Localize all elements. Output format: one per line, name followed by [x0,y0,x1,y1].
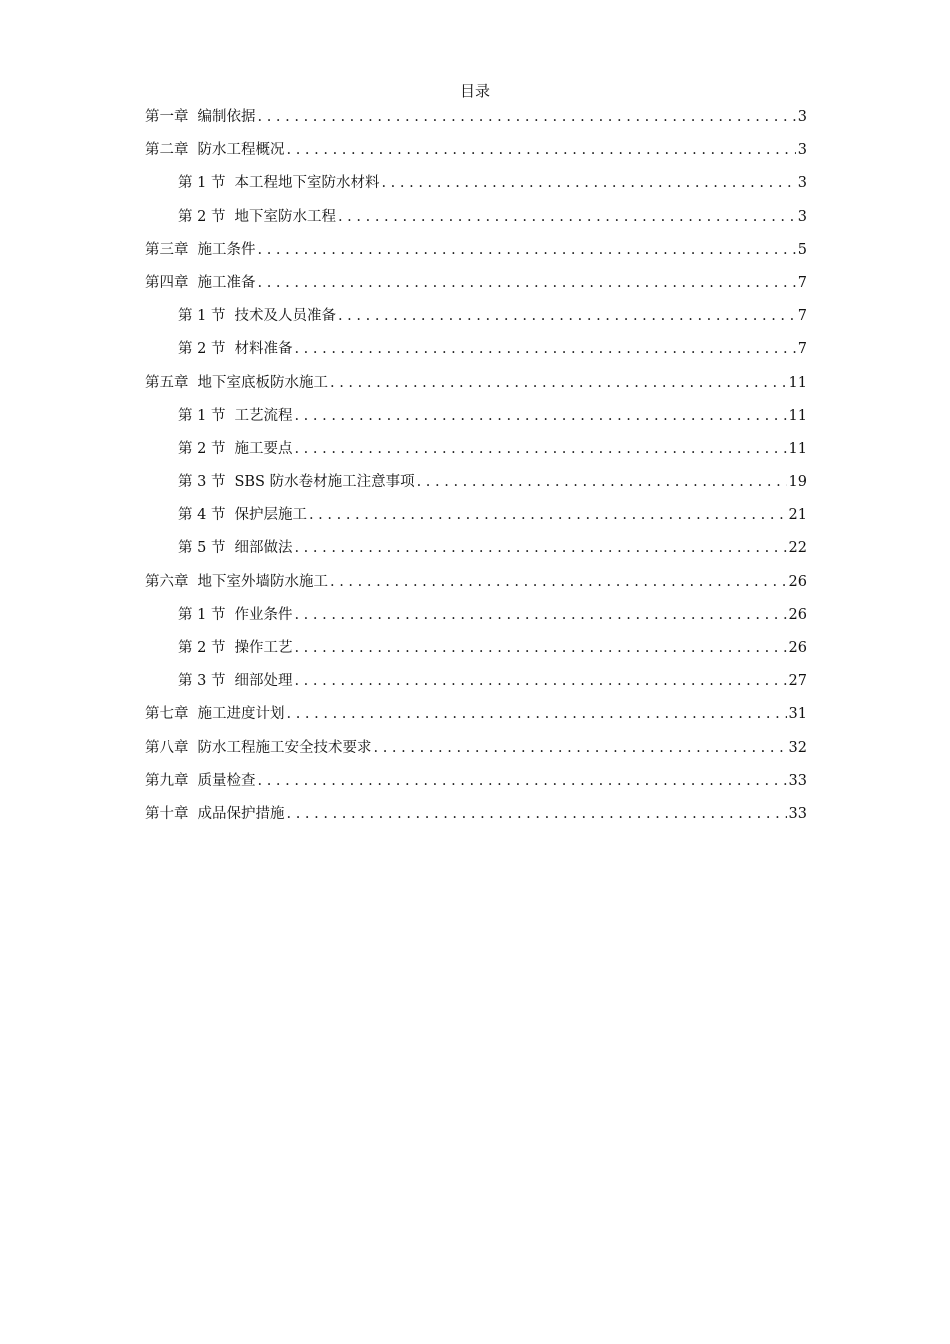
toc-entry-number: 第二章 [145,142,189,159]
toc-entry[interactable] [145,769,807,802]
toc-leader-dots [258,769,787,793]
toc-leader-dots [374,736,787,760]
toc-entry[interactable] [145,536,807,569]
toc-entry-number: 第 4 节 [178,507,226,524]
toc-entry-number: 第五章 [145,374,189,391]
toc-leader-dots [294,603,786,627]
toc-leader-dots [338,205,796,229]
toc-leader-dots [294,404,786,428]
toc-page-number: 33 [788,772,807,789]
toc-leader-dots [294,337,795,361]
toc-page-number: 32 [788,739,807,756]
toc-entry-label [178,536,292,560]
toc-page-number: 21 [788,507,807,524]
toc-page-number: 3 [797,109,807,125]
toc-entry-number: 第 3 节 [178,673,226,690]
toc-entry-label [178,437,292,461]
toc-entry-number: 第 2 节 [178,440,226,457]
toc-entry-text: 操作工艺 [234,640,293,656]
toc-entry[interactable] [145,470,807,503]
toc-entry-label [178,636,292,660]
toc-entry[interactable] [145,802,807,835]
toc-entry[interactable] [145,736,807,769]
toc-entry-text: 施工准备 [197,274,256,291]
toc-entry-text: 作业条件 [234,606,293,623]
toc-entry-text: 地下室防水工程 [234,208,336,225]
toc-leader-dots [417,470,787,494]
toc-page-number: 27 [788,673,807,690]
toc-leader-dots [309,503,787,527]
toc-entry-number: 第 5 节 [178,540,226,557]
toc-entry-text: 质量检查 [197,772,256,789]
toc-entry[interactable] [145,570,807,603]
toc-entry[interactable] [145,437,807,470]
toc-leader-dots [294,669,786,693]
toc-entry-label [178,304,336,328]
toc-entry-number: 第七章 [145,706,189,723]
toc-entry-text: 编制依据 [197,109,256,125]
toc-entry-number: 第八章 [145,739,189,756]
toc-page-number: 11 [788,374,807,391]
toc-entry[interactable] [145,205,807,238]
toc-entry-label [145,769,256,793]
toc-entry-text: 地下室底板防水施工 [197,374,328,391]
toc-page-number: 7 [797,308,807,325]
toc-entry-label [145,371,328,395]
toc-entry-text: 地下室外墙防水施工 [197,573,328,590]
toc-entry-label [178,404,292,428]
toc-entry-text: 材料准备 [234,341,293,358]
toc-leader-dots [338,304,796,328]
toc-entry[interactable] [145,337,807,370]
toc-entry-text: 细部做法 [234,540,293,557]
toc-leader-dots [287,802,787,826]
toc-leader-dots [294,437,786,461]
toc-entry[interactable] [145,171,807,204]
toc-entry-text: 技术及人员准备 [234,308,336,325]
toc-title: 目录 [459,82,490,100]
toc-entry-label [145,271,256,295]
toc-page-number: 3 [797,175,807,192]
toc-leader-dots [294,536,786,560]
toc-leader-dots [258,271,796,295]
toc-leader-dots [287,138,796,162]
toc-page-number: 11 [788,440,807,457]
toc-entry[interactable] [145,304,807,337]
toc-leader-dots [258,105,796,129]
toc-leader-dots [381,171,795,195]
toc-entry-label [178,470,415,494]
toc-entry[interactable] [145,371,807,404]
toc-entry-label [178,205,336,229]
toc-entry[interactable] [145,271,807,304]
toc-entry-text: 保护层施工 [234,507,307,524]
toc-entry-number: 第六章 [145,573,189,590]
toc-entry-number: 第十章 [145,805,189,822]
toc-entry-text: 施工条件 [197,241,256,258]
toc-leader-dots [294,636,786,660]
toc-entry-label [145,570,328,594]
toc-entry-label [145,736,372,760]
toc-page-number: 31 [788,706,807,723]
toc-entry-number: 第三章 [145,241,189,258]
toc-entry-number: 第 1 节 [178,175,226,192]
toc-entry-label [145,238,256,262]
toc-page-number: 11 [788,407,807,424]
toc-entry-number: 第 1 节 [178,308,226,325]
toc-entry[interactable] [145,603,807,636]
toc-entry-number: 第 2 节 [178,208,226,225]
toc-page-number: 26 [788,640,807,656]
toc-entry[interactable] [145,238,807,271]
toc-entry[interactable] [145,503,807,536]
toc-entry-text: 成品保护措施 [197,805,285,822]
toc-entry-label [178,503,307,527]
toc-page-number: 22 [788,540,807,557]
toc-entry-text: 本工程地下室防水材料 [234,175,380,192]
toc-entry-label [145,105,256,129]
toc-page-number: 26 [788,573,807,590]
toc-leader-dots [287,702,787,726]
toc-entry-text: 施工进度计划 [197,706,285,723]
toc-entry-number: 第 2 节 [178,341,226,358]
toc-page-number: 26 [788,606,807,623]
toc-entry[interactable] [145,105,807,138]
toc-entry-text: 施工要点 [234,440,293,457]
toc-entry[interactable] [145,404,807,437]
toc-page-number: 3 [797,142,807,159]
toc-entry-label [178,603,292,627]
toc-leader-dots [258,238,796,262]
toc-leader-dots [330,570,787,594]
toc-entry-number: 第 1 节 [178,407,226,424]
toc-page-number: 3 [797,208,807,225]
toc-entry-text: SBS 防水卷材施工注意事项 [234,474,415,491]
toc-entry[interactable] [145,138,807,171]
toc-list [145,105,807,835]
toc-entry-number: 第 3 节 [178,474,226,491]
toc-entry-text: 防水工程施工安全技术要求 [197,739,372,756]
toc-page-number: 19 [788,474,807,491]
toc-entry[interactable] [145,702,807,735]
toc-entry-label [145,802,285,826]
toc-entry-label [178,669,292,693]
toc-entry-label [145,702,285,726]
toc-entry-number: 第 2 节 [178,640,226,656]
toc-entry[interactable] [145,669,807,702]
toc-page-number: 5 [797,241,807,258]
toc-entry-number: 第四章 [145,274,189,291]
toc-entry-number: 第一章 [145,109,189,125]
toc-entry-number: 第九章 [145,772,189,789]
toc-leader-dots [330,371,787,395]
toc-page-number: 33 [788,805,807,822]
toc-entry[interactable] [145,636,807,669]
toc-entry-text: 细部处理 [234,673,293,690]
toc-entry-label [145,138,285,162]
toc-page-number: 7 [797,274,807,291]
toc-page-number: 7 [797,341,807,358]
toc-entry-text: 工艺流程 [234,407,293,424]
toc-entry-label [178,171,379,195]
toc-entry-text: 防水工程概况 [197,142,285,159]
toc-entry-number: 第 1 节 [178,606,226,623]
toc-entry-label [178,337,292,361]
